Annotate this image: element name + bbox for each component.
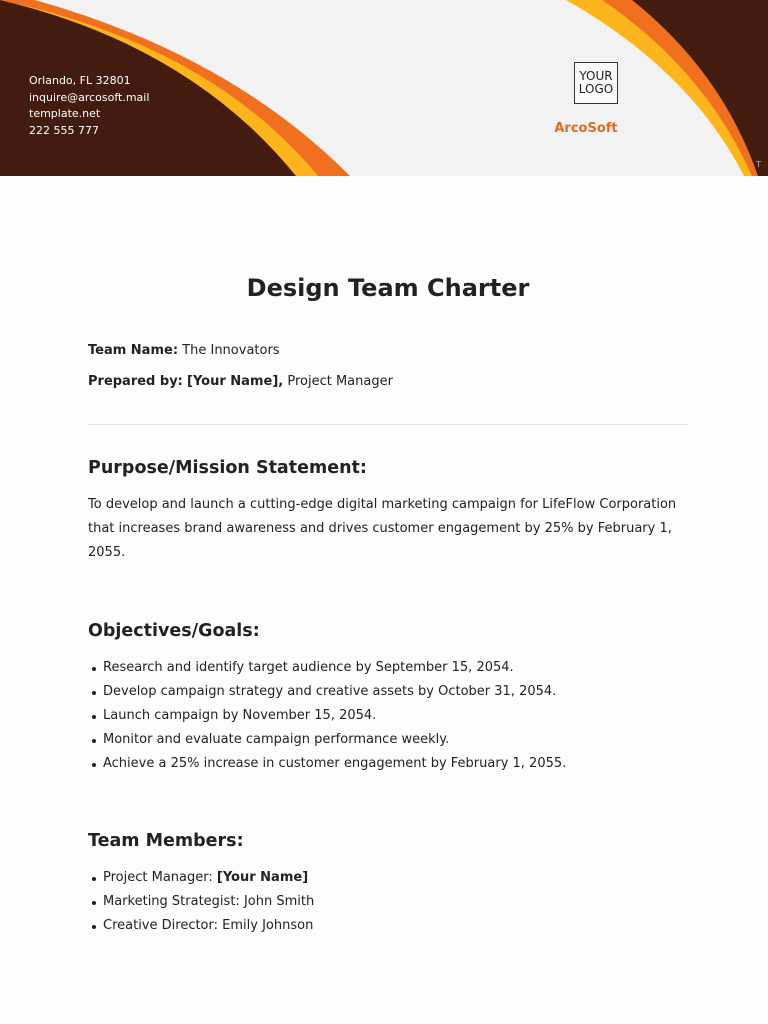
- letterhead: [0, 0, 768, 176]
- contact-info: [29, 73, 149, 139]
- section-divider: [88, 424, 688, 425]
- objectives-heading: Objectives/Goals:: [88, 621, 260, 641]
- member-role: Marketing Strategist:: [103, 894, 240, 909]
- purpose-text: To develop and launch a cutting-edge digital marketing campaign for LifeFlow Corporation that increases brand awareness and drives customer engagement by 25% by February 1, 2055.: [88, 497, 677, 560]
- prepared-by-role: Project Manager: [287, 374, 393, 389]
- logo-text: YOUR LOGO: [578, 69, 614, 96]
- team-name-line: [88, 343, 280, 358]
- objectives-list: [88, 656, 566, 776]
- corner-mark: T: [756, 160, 761, 169]
- member-name: [Your Name]: [216, 870, 309, 885]
- list-item: Achieve a 25% increase in customer engagement by February 1, 2055.: [88, 752, 566, 776]
- contact-phone: 222 555 777: [29, 123, 99, 137]
- member-name: Emily Johnson: [222, 918, 314, 933]
- prepared-by-label: Prepared by:: [88, 374, 183, 389]
- list-item: [88, 914, 314, 938]
- team-name-label: Team Name:: [88, 343, 179, 358]
- list-item: Develop campaign strategy and creative assets by October 31, 2054.: [88, 680, 566, 704]
- list-item: [88, 890, 314, 914]
- team-heading: Team Members:: [88, 831, 244, 851]
- list-item: [88, 866, 314, 890]
- list-item: Monitor and evaluate campaign performance weekly.: [88, 728, 566, 752]
- team-name-value: The Innovators: [182, 343, 280, 358]
- prepared-by-name: [Your Name],: [187, 374, 284, 389]
- contact-email: inquire@arcosoft.mail: [29, 90, 150, 104]
- contact-address: Orlando, FL 32801: [29, 74, 131, 87]
- logo-placeholder: [574, 62, 618, 104]
- prepared-by-line: [88, 374, 393, 389]
- list-item: Launch campaign by November 15, 2054.: [88, 704, 566, 728]
- list-item: Research and identify target audience by September 15, 2054.: [88, 656, 566, 680]
- member-role: Project Manager:: [103, 870, 213, 885]
- brand-name: ArcoSoft: [554, 121, 618, 136]
- purpose-heading: Purpose/Mission Statement:: [88, 458, 367, 478]
- document-title: Design Team Charter: [246, 274, 530, 302]
- member-role: Creative Director:: [103, 918, 219, 933]
- contact-website: template.net: [29, 107, 101, 120]
- member-name: John Smith: [243, 894, 315, 909]
- team-members-list: [88, 866, 314, 938]
